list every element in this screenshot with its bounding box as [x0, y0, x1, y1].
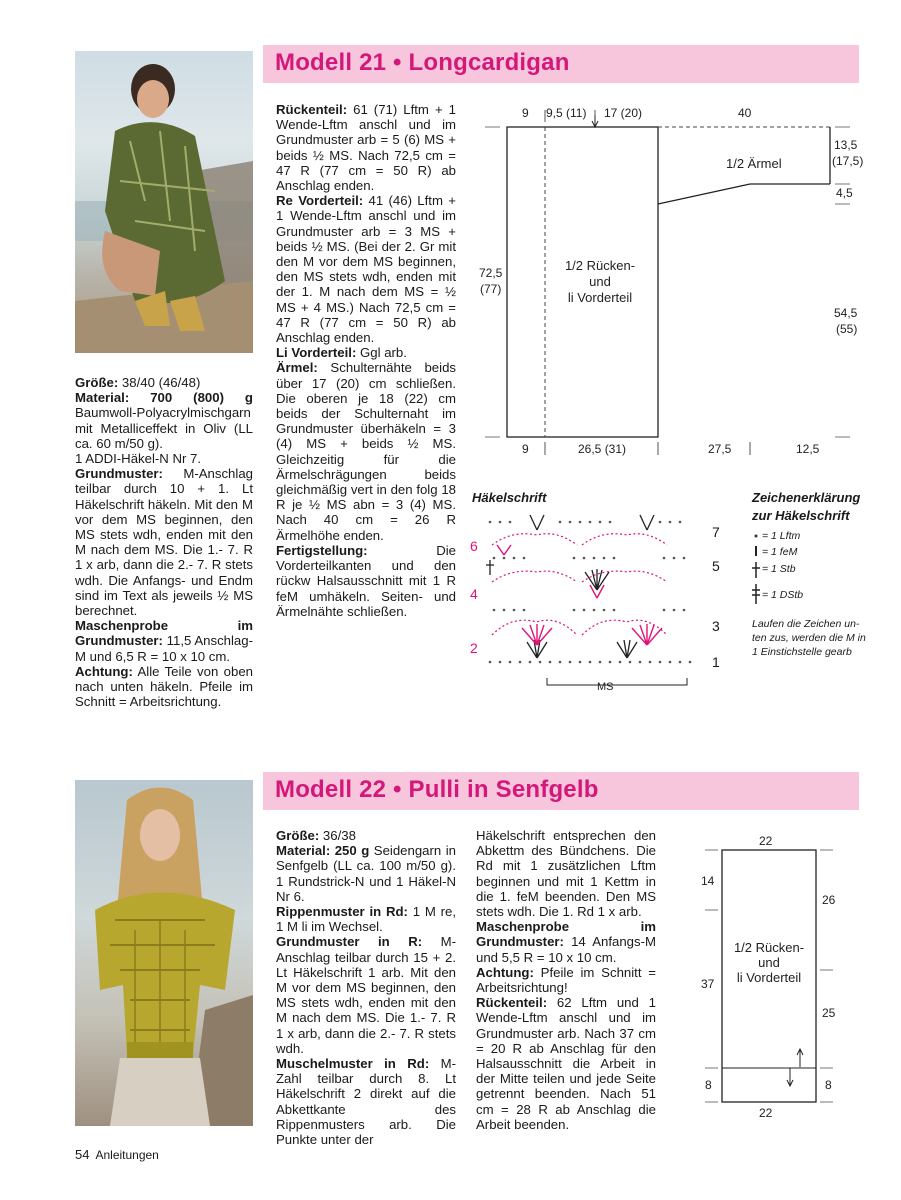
m21-legend-lftm: = 1 Lftm [762, 530, 801, 542]
m21-c2-p1: Re Vorderteil: 41 (46) Lftm + 1 Wende-Lftm anschl und im Grundmuster arb = 3 MS + beids ½ MS. (Bei der 2. Gr mit den M vor dem MS beginnen, den MS stets wdh, enden mit der 1. M nach dem MS = ½ MS + 4 MS.) Nach 72,5 cm = 47 R (77 cm = 50 R) ab Anschlag enden. [276, 193, 456, 346]
m21-legend-dstb: = 1 DStb [762, 589, 804, 601]
m21-chart-row-1: 1 [712, 654, 720, 670]
model21-text-col2 [276, 102, 456, 619]
m22-c1-p3: Grundmuster in R: M-Anschlag teilbar durch 15 + 2. Lt Häkelschrift 1 arb. Mit den M vor dem MS beginnen, den MS stets wdh, enden mit den M nach dem MS. Die 1.- 7. R 1 x arb, dann die 2.- 7. R stets wdh. [276, 934, 456, 1056]
page-number: 54 [75, 1147, 90, 1162]
m22-dim-l14: 14 [701, 874, 715, 888]
m22-schema-label-3: li Vorderteil [736, 970, 802, 985]
model21-banner [263, 45, 859, 83]
m21-dim-bot-275: 27,5 [708, 442, 732, 456]
m21-chart-ms: MS [597, 681, 614, 693]
model22-text-col1 [276, 828, 456, 1147]
m21-dim-r545: 54,5 [834, 306, 858, 320]
m22-dim-l37: 37 [701, 977, 715, 991]
m21-dim-r135: 13,5 [834, 138, 858, 152]
m22-dim-r26: 26 [822, 893, 836, 907]
m21-dim-bot-125: 12,5 [796, 442, 820, 456]
m22-dim-l8: 8 [705, 1078, 712, 1092]
m21-c2-p3: Ärmel: Schulternähte beids über 17 (20) cm schließen. Die oberen je 18 (22) cm beids der Schulternaht im Grundmuster überhäkeln = 3 (4) MS + beids ½ MS. Gleichzeitig für die Ärmelschrägungen beids gleichmäßig vert in den folg 18 R je ½ MS abn = 3 (4) MS. Nach 40 cm = 26 R Ärmelhöhe enden. [276, 360, 456, 543]
m21-dim-r45: 4,5 [836, 186, 853, 200]
m21-dim-r55: (55) [836, 322, 858, 336]
m22-c2-p3: Rückenteil: 62 Lftm und 1 Wende-Lftm anschl und im Grundmuster arb. Nach 37 cm = 20 R ab Anschlag für den Halsausschnitt die Arbeit in der Mitte teilen und jede Seite getrennt beenden. Nach 51 cm = 28 R ab Anschlag die Arbeit beenden. [476, 995, 656, 1132]
m22-schema-label-1: 1/2 Rücken- [733, 940, 805, 955]
model21-title: Modell 21 • Longcardigan [275, 49, 570, 76]
m21-c2-p2: Li Vorderteil: Ggl arb. [276, 345, 407, 361]
m21-dim-bot-9: 9 [522, 442, 529, 456]
m21-dim-l77: (77) [480, 282, 502, 296]
model21-photo [75, 51, 253, 353]
m22-c2-p0: Häkelschrift entsprechen den Abkettm des Bündchens. Die Rd mit 1 zusätzlichen Lftm beginnen und mit 1 Kettm in die 1. feM beenden. Den MS stets wdh. Die 1. Rd 1 x arb. [476, 828, 656, 920]
m21-legend-title-1: Zeichenerklärung [752, 490, 861, 505]
model22-text-col2 [476, 828, 656, 1132]
m21-chart-row-3: 3 [712, 618, 720, 634]
m21-dim-bot-265: 26,5 (31) [578, 442, 627, 456]
m21-dim-top-40: 40 [738, 106, 752, 120]
m22-c1-p2: Rippenmuster in Rd: 1 M re, 1 M li im Wechsel. [276, 904, 457, 935]
m21-c1-p5: Achtung: Alle Teile von oben nach unten häkeln. Pfeile im Schnitt = Arbeitsrichtung. [75, 663, 253, 710]
model22-banner [263, 772, 859, 810]
m21-body-label-3: li Vorderteil [567, 290, 633, 305]
m21-c1-p3: Grundmuster: M-Anschlag teilbar durch 10 + 1. Lt Häkelschrift häkeln. Mit den M vor dem MS beginnen, den MS stets wdh, enden mit den M nach dem MS. Die 1.- 7. R 1 x arb, dann die 2.- 7. R stets wdh. Die Anfangs- und Endm sind im Text als jeweils ½ MS berechnet. [75, 466, 253, 619]
m21-c2-p4: Fertigstellung: Die Vorderteilkanten und den rückw Halsausschnitt mit 1 R feM umhäkeln. Seiten- und Ärmelnähte schließen. [276, 542, 456, 619]
m21-crochet-chart [482, 510, 712, 695]
m21-body-label-2: und [589, 274, 611, 289]
m21-dim-top-95: 9,5 (11) [546, 106, 587, 120]
m21-legend-note-3: 1 Einstichstelle gearb [752, 646, 852, 658]
m22-dim-top: 22 [759, 834, 773, 848]
m21-sleeve-label: 1/2 Ärmel [726, 156, 782, 171]
m22-c2-p2: Achtung: Pfeile im Schnitt = Arbeitsrichtung! [476, 964, 656, 996]
m22-c1-p0: Größe: 36/38 [276, 828, 356, 843]
m21-c1-p4: Maschenprobe im Grundmuster: 11,5 Anschlag-M und 6,5 R = 10 x 10 cm. [75, 618, 253, 664]
m22-c1-p1: Material: 250 g Seidengarn in Senfgelb (LL ca. 100 m/50 g). 1 Rundstrick-N und 1 Häkel-N Nr 6. [276, 843, 456, 904]
m21-dim-top-9: 9 [522, 106, 529, 120]
m21-dim-r175: (17,5) [832, 154, 864, 168]
m21-c1-p0: Größe: 38/40 (46/48) [75, 375, 201, 390]
m21-legend-title-2: zur Häkelschrift [752, 508, 850, 523]
model21-schema [470, 100, 870, 460]
m22-dim-bottom: 22 [759, 1106, 773, 1120]
m21-chart-row-4: 4 [470, 586, 478, 602]
model22-photo [75, 780, 253, 1126]
m21-c1-p2: 1 ADDI-Häkel-N Nr 7. [75, 451, 202, 467]
m22-c1-p4: Muschelmuster in Rd: M-Zahl teilbar durch 8. Lt Häkelschrift 2 direkt auf die Abkettkante des Rippenmusters arb. Die Punkte unter der [276, 1056, 456, 1148]
m21-legend-fem: = 1 feM [762, 546, 798, 558]
section-name: Anleitungen [95, 1148, 159, 1162]
m21-chart-row-7: 7 [712, 524, 720, 540]
m22-dim-r8: 8 [825, 1078, 832, 1092]
m21-dim-l725: 72,5 [479, 266, 503, 280]
m21-chart-row-2: 2 [470, 640, 478, 656]
m21-legend-note-1: Laufen die Zeichen un- [752, 618, 860, 630]
model21-text-col1 [75, 375, 253, 709]
m21-c2-p0: Rückenteil: 61 (71) Lftm + 1 Wende-Lftm anschl und im Grundmuster arb = 5 (6) MS + beids ½ MS. Nach 72,5 cm = 47 R (77 cm = 50 R) ab Anschlag enden. [276, 102, 456, 194]
page-footer [75, 1147, 159, 1162]
m21-c1-p1: Material: 700 (800) g Baumwoll-Polyacrylmischgarn mit Metalliceffekt in Oliv (LL ca. 60 m/50 g). [75, 390, 253, 451]
m21-dim-top-17: 17 (20) [604, 106, 643, 120]
m21-chart-row-6: 6 [470, 538, 478, 554]
model22-title: Modell 22 • Pulli in Senfgelb [275, 776, 599, 803]
m22-dim-r25: 25 [822, 1006, 836, 1020]
m22-c2-p1: Maschenprobe im Grundmuster: 14 Anfangs-M und 5,5 R = 10 x 10 cm. [476, 919, 656, 965]
m21-body-label-1: 1/2 Rücken- [564, 258, 636, 273]
m21-chart-title: Häkelschrift [472, 490, 547, 505]
m21-chart-row-5: 5 [712, 558, 720, 574]
m21-legend-note-2: ten zus, werden die M in [752, 632, 866, 644]
m22-schema-label-2: und [758, 955, 780, 970]
m21-legend-stb: = 1 Stb [762, 563, 796, 575]
